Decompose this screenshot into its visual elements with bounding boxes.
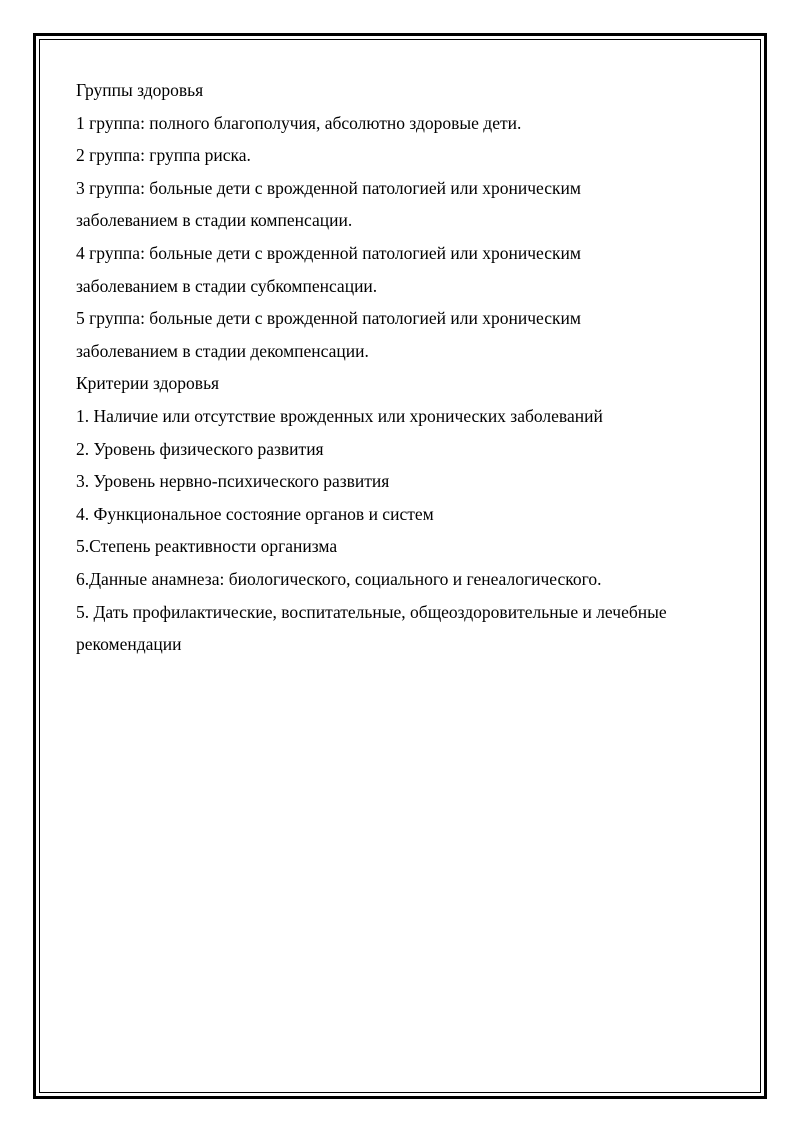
group-item-3: 3 группа: больные дети с врожденной патологией или хроническим <box>76 177 581 198</box>
criteria-item-4: 4. Функциональное состояние органов и систем <box>76 503 434 524</box>
criteria-heading: Критерии здоровья <box>76 373 220 394</box>
criteria-item-5: 5.Степень реактивности организма <box>76 536 338 557</box>
group-item-4-continuation: заболеванием в стадии субкомпенсации. <box>76 275 378 296</box>
criteria-item-6: 6.Данные анамнеза: биологического, социального и генеалогического. <box>76 568 602 589</box>
criteria-item-1: 1. Наличие или отсутствие врожденных или хронических заболеваний <box>76 405 603 426</box>
group-item-4: 4 группа: больные дети с врожденной патологией или хроническим <box>76 242 581 263</box>
criteria-item-7-continuation: рекомендации <box>76 634 182 655</box>
group-item-1: 1 группа: полного благополучия, абсолютно здоровые дети. <box>76 112 522 133</box>
group-item-3-continuation: заболеванием в стадии компенсации. <box>76 210 353 231</box>
group-item-5-continuation: заболеванием в стадии декомпенсации. <box>76 340 369 361</box>
document-body <box>76 74 736 661</box>
criteria-item-3: 3. Уровень нервно-психического развития <box>76 471 390 492</box>
group-item-2: 2 группа: группа риска. <box>76 145 251 166</box>
group-item-5: 5 группа: больные дети с врожденной патологией или хроническим <box>76 308 581 329</box>
criteria-item-7: 5. Дать профилактические, воспитательные, общеоздоровительные и лечебные <box>76 601 667 622</box>
criteria-item-2: 2. Уровень физического развития <box>76 438 324 459</box>
groups-heading: Группы здоровья <box>76 80 204 100</box>
